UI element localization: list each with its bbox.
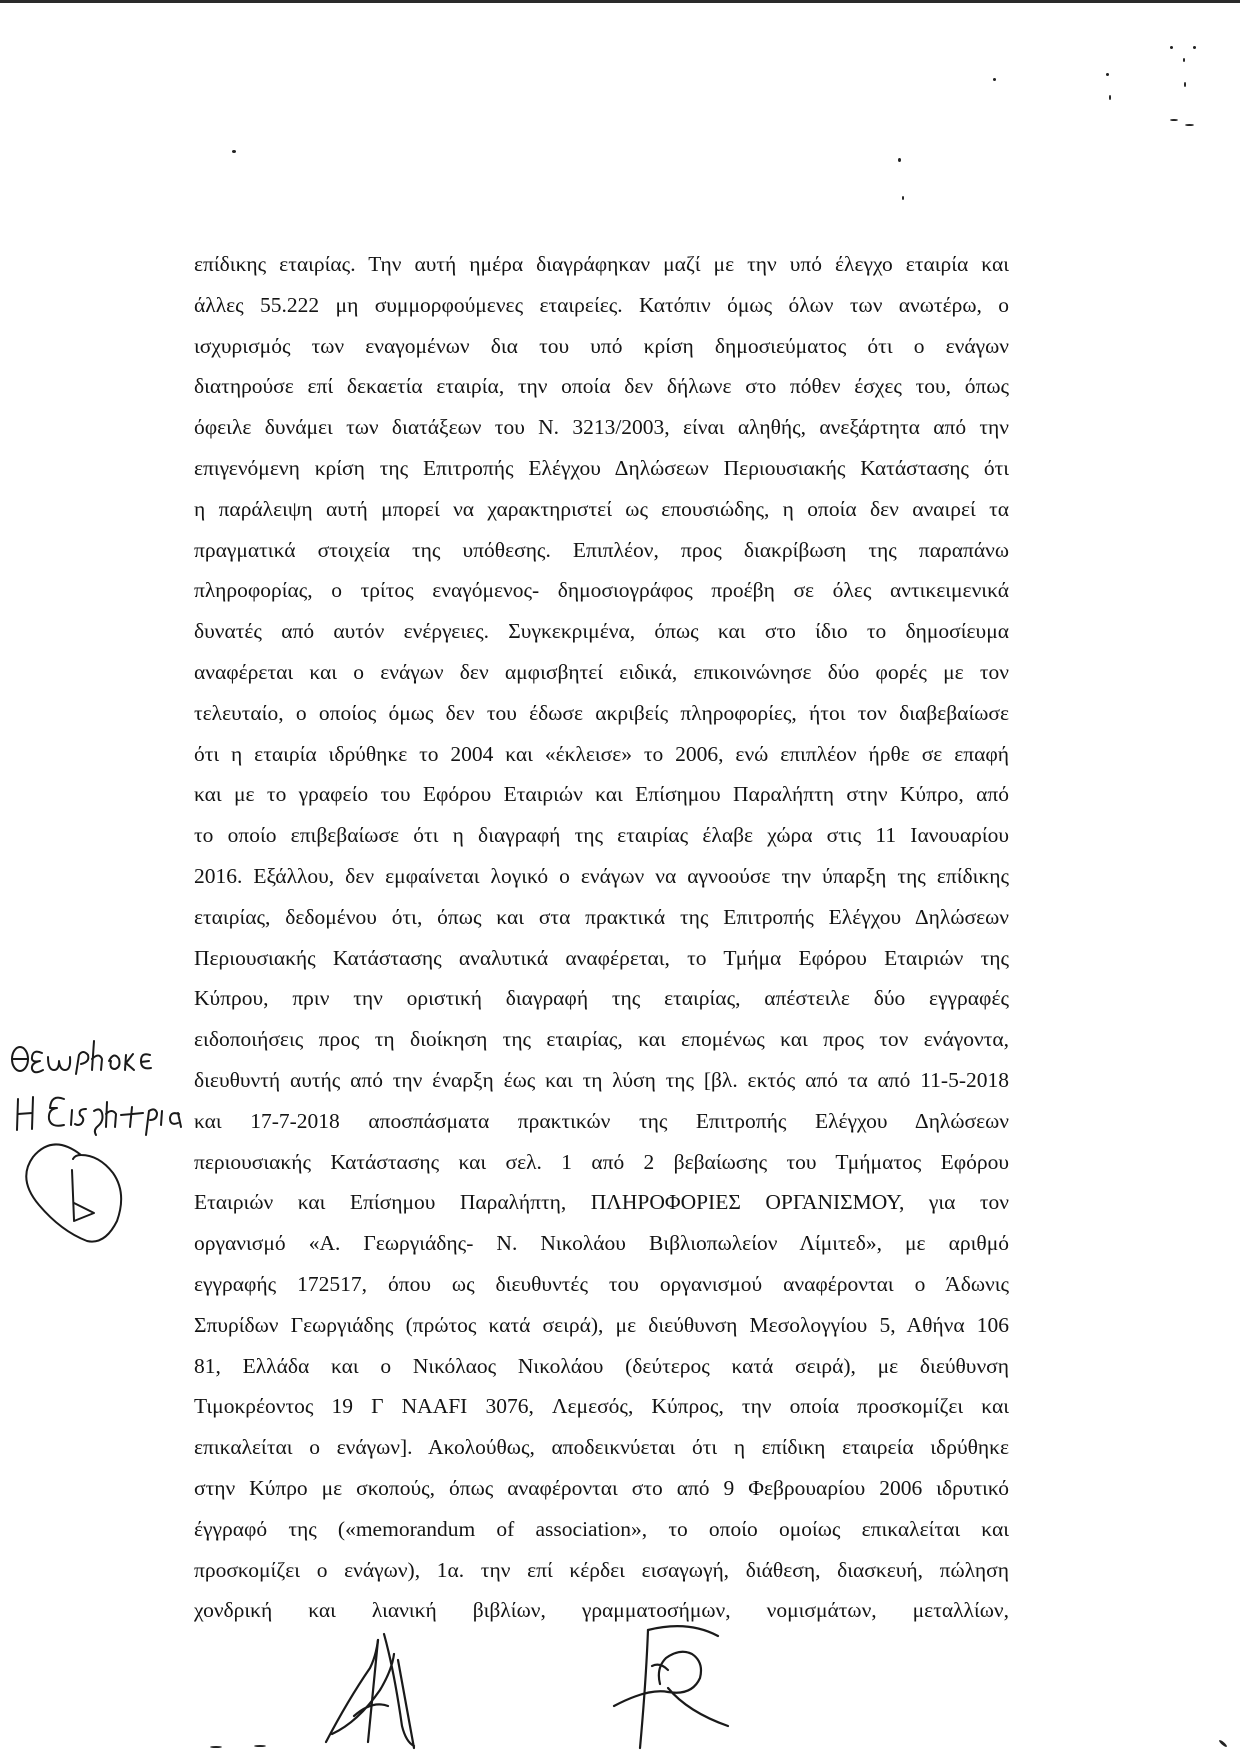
body-line: προσκομίζει ο ενάγων), 1α. την επί κέρδει εισαγωγή, διάθεση, διασκευή, πώληση — [194, 1557, 1009, 1582]
document-body — [194, 244, 1009, 1631]
body-line: επικαλείται ο ενάγων]. Ακολούθως, αποδεικνύεται ότι η επίδικη εταιρεία ιδρύθηκε — [194, 1435, 1009, 1460]
body-line: εγγραφής 172517, όπου ως διευθυντές του οργανισμού αναφέρονται ο Άδωνις — [194, 1271, 1009, 1296]
body-line: διατηρούσε επί δεκαετία εταιρία, την οποία δεν δήλωνε στο πόθεν έσχες του, όπως — [194, 374, 1009, 399]
body-line: Εταιριών και Επίσημου Παραλήπτη, ΠΛΗΡΟΦΟΡΙΕΣ ΟΡΓΑΝΙΣΜΟΥ, για τον — [194, 1190, 1009, 1215]
body-line: 2016. Εξάλλου, δεν εμφαίνεται λογικό ο ενάγων να αγνοούσε την ύπαρξη της επίδικης — [194, 863, 1009, 888]
body-line: επίδικης εταιρίας. Την αυτή ημέρα διαγράφηκαν μαζί με την υπό έλεγχο εταιρία και — [194, 252, 1009, 276]
scan-speck — [254, 1745, 266, 1747]
body-line: εταιρίας, δεδομένου ότι, όπως και στα πρακτικά της Επιτροπής Ελέγχου Δηλώσεων — [194, 904, 1009, 929]
scan-speck — [1109, 95, 1111, 100]
scan-speck — [1170, 119, 1178, 121]
body-line: ισχυρισμός των εναγομένων δια του υπό κρίση δημοσιεύματος ότι ο ενάγων — [194, 333, 1009, 358]
margin-note-handwriting — [6, 1035, 191, 1245]
scan-speck — [210, 1746, 222, 1748]
body-line: οργανισμό «Α. Γεωργιάδης- Ν. Νικολάου Βιβλιοπωλείον Λίμιτεδ», με αριθμό — [194, 1231, 1009, 1256]
scan-speck — [1185, 124, 1194, 126]
scan-speck — [902, 196, 904, 200]
scan-speck — [1106, 73, 1109, 76]
body-line: η παράλειψη αυτή μπορεί να χαρακτηριστεί ως επουσιώδης, η οποία δεν αναιρεί τα — [194, 496, 1009, 521]
page-top-edge — [0, 0, 1240, 3]
body-line: πραγματικά στοιχεία της υπόθεσης. Επιπλέον, προς διακρίβωση της παραπάνω — [194, 537, 1009, 562]
body-line: όφειλε δυνάμει των διατάξεων του Ν. 3213/2003, είναι αληθής, ανεξάρτητα από την — [194, 415, 1009, 440]
scan-speck — [232, 150, 236, 153]
scan-speck — [1183, 58, 1185, 62]
body-line: στην Κύπρο με σκοπούς, όπως αναφέρονται στο από 9 Φεβρουαρίου 2006 ιδρυτικό — [194, 1475, 1009, 1500]
body-line: χονδρική και λιανική βιβλίων, γραμματοσήμων, νομισμάτων, μεταλλίων, — [194, 1598, 1009, 1623]
body-line: το οποίο επιβεβαίωσε ότι η διαγραφή της εταιρίας έλαβε χώρα στις 11 Ιανουαρίου — [194, 823, 1009, 848]
body-line: και με το γραφείο του Εφόρου Εταιριών και Επίσημου Παραλήπτη στην Κύπρο, από — [194, 782, 1009, 807]
body-line: περιουσιακής Κατάστασης και σελ. 1 από 2 βεβαίωσης του Τμήματος Εφόρου — [194, 1149, 1009, 1174]
body-line: ειδοποιήσεις προς τη διοίκηση της εταιρίας, και επομένως και προς τον ενάγοντα, — [194, 1027, 1009, 1052]
scan-speck — [1184, 82, 1186, 87]
body-line: πληροφορίας, ο τρίτος εναγόμενος- δημοσιογράφος προέβη σε όλες αντικειμενικά — [194, 578, 1009, 603]
scan-speck — [993, 78, 996, 81]
handwritten-signature-right — [608, 1622, 748, 1754]
body-line: άλλες 55.222 μη συμμορφούμενες εταιρείες. Κατόπιν όμως όλων των ανωτέρω, ο — [194, 292, 1009, 317]
body-line: ότι η εταιρία ιδρύθηκε το 2004 και «έκλεισε» το 2006, ενώ επιπλέον ήρθε σε επαφή — [194, 741, 1009, 766]
scan-speck — [1193, 46, 1196, 49]
body-line: και 17-7-2018 αποσπάσματα πρακτικών της Επιτροπής Ελέγχου Δηλώσεων — [194, 1108, 1009, 1133]
body-line: Σπυρίδων Γεωργιάδης (πρώτος κατά σειρά), με διεύθυνση Μεσολογγίου 5, Αθήνα 106 — [194, 1312, 1009, 1337]
body-line: Τιμοκρέοντος 19 Γ ΝΑΑFI 3076, Λεμεσός, Κύπρος, την οποία προσκομίζει και — [194, 1394, 1009, 1419]
handwritten-signature-left — [318, 1630, 438, 1750]
scan-speck — [1218, 1739, 1228, 1748]
body-line: αναφέρεται και ο ενάγων δεν αμφισβητεί ειδικά, επικοινώνησε δύο φορές με τον — [194, 659, 1009, 684]
body-line: δυνατές από αυτόν ενέργειες. Συγκεκριμένα, όπως και στο ίδιο το δημοσίευμα — [194, 619, 1009, 644]
body-line: έγγραφό της («memorandum of association», το οποίο ομοίως επικαλείται και — [194, 1516, 1009, 1541]
body-line: Περιουσιακής Κατάστασης αναλυτικά αναφέρεται, το Τμήμα Εφόρου Εταιριών της — [194, 945, 1009, 970]
body-line: επιγενόμενη κρίση της Επιτροπής Ελέγχου Δηλώσεων Περιουσιακής Κατάστασης ότι — [194, 455, 1009, 480]
scan-speck — [898, 158, 901, 162]
body-line: διευθυντή αυτής από την έναρξη έως και τη λύση της [βλ. εκτός από τα από 11-5-2018 — [194, 1067, 1009, 1092]
body-line: 81, Ελλάδα και ο Νικόλαος Νικολάου (δεύτερος κατά σειρά), με διεύθυνση — [194, 1353, 1009, 1378]
body-line: τελευταίο, ο οποίος όμως δεν του έδωσε ακριβείς πληροφορίες, ήτοι τον διαβεβαίωσε — [194, 700, 1009, 725]
body-line: Κύπρου, πριν την οριστική διαγραφή της εταιρίας, απέστειλε δύο εγγραφές — [194, 986, 1009, 1011]
scan-speck — [1170, 46, 1173, 49]
